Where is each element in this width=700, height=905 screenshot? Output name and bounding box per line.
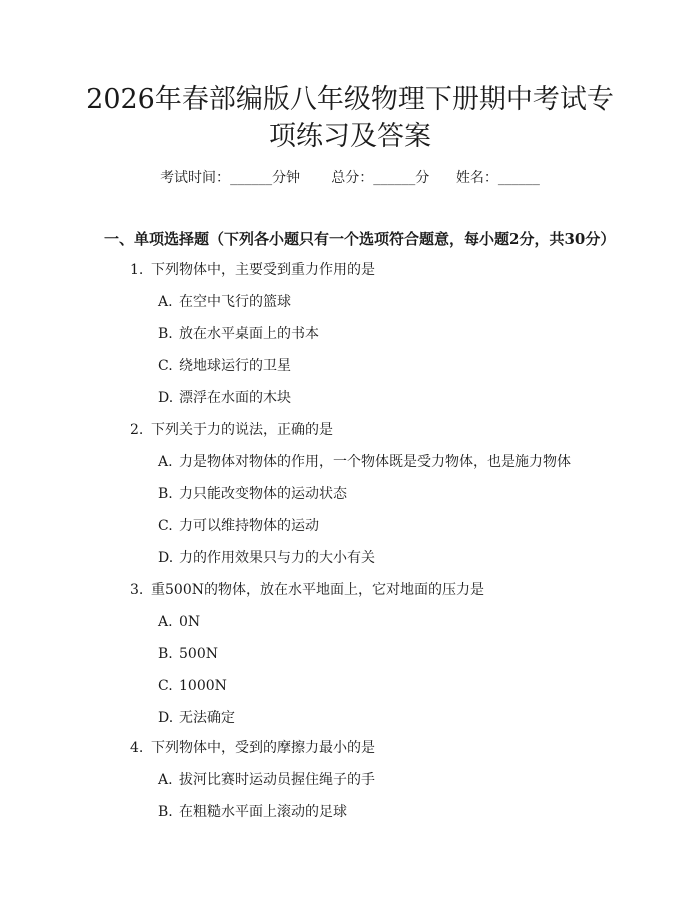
question-2-option-c bbox=[158, 516, 319, 536]
option-text: 500N bbox=[179, 646, 218, 662]
document-title-line-2: 项练习及答案 bbox=[269, 121, 431, 152]
question-number: 4. bbox=[130, 740, 144, 756]
question-1-option-d bbox=[158, 388, 291, 408]
option-text: 力可以维持物体的运动 bbox=[179, 518, 319, 534]
option-text: 力是物体对物体的作用，一个物体既是受力物体，也是施力物体 bbox=[179, 454, 571, 470]
option-letter: C. bbox=[158, 678, 173, 694]
option-letter: A. bbox=[158, 772, 173, 788]
question-text: 下列物体中，主要受到重力作用的是 bbox=[151, 262, 375, 278]
option-letter: A. bbox=[158, 294, 173, 310]
score-unit: 分 bbox=[415, 170, 430, 186]
question-2-option-b bbox=[158, 484, 347, 504]
option-letter: A. bbox=[158, 454, 173, 470]
question-number: 3. bbox=[130, 582, 144, 598]
option-text: 拔河比赛时运动员握住绳子的手 bbox=[179, 772, 375, 788]
question-1-option-b bbox=[158, 324, 319, 344]
option-text: 1000N bbox=[179, 678, 227, 694]
score-blank: ______ bbox=[373, 170, 416, 186]
question-number: 2. bbox=[130, 422, 144, 438]
option-letter: D. bbox=[158, 710, 174, 726]
question-4-option-b bbox=[158, 802, 347, 822]
question-text: 下列物体中，受到的摩擦力最小的是 bbox=[151, 740, 375, 756]
option-text: 0N bbox=[179, 614, 201, 630]
option-text: 无法确定 bbox=[179, 710, 235, 726]
question-2-option-a bbox=[158, 452, 571, 472]
question-2-option-d bbox=[158, 548, 375, 568]
option-text: 力的作用效果只与力的大小有关 bbox=[179, 550, 375, 566]
time-blank: ______ bbox=[230, 170, 273, 186]
option-text: 漂浮在水面的木块 bbox=[179, 390, 291, 406]
question-1-option-a bbox=[158, 292, 291, 312]
option-letter: C. bbox=[158, 518, 173, 534]
question-3-option-b bbox=[158, 644, 218, 664]
document-title-line-1: 2026年春部编版八年级物理下册期中考试专 bbox=[86, 84, 614, 115]
exam-info-line bbox=[0, 168, 700, 188]
option-letter: B. bbox=[158, 326, 173, 342]
question-3-stem bbox=[130, 580, 484, 600]
option-text: 在空中飞行的篮球 bbox=[179, 294, 291, 310]
question-3-option-d bbox=[158, 708, 235, 728]
option-letter: B. bbox=[158, 804, 173, 820]
question-3-option-c bbox=[158, 676, 227, 696]
option-text: 绕地球运行的卫星 bbox=[179, 358, 291, 374]
question-1-stem bbox=[130, 260, 375, 280]
option-letter: B. bbox=[158, 646, 173, 662]
score-label: 总分： bbox=[331, 170, 374, 186]
time-label: 考试时间： bbox=[160, 170, 231, 186]
question-text: 下列关于力的说法，正确的是 bbox=[151, 422, 333, 438]
option-letter: D. bbox=[158, 550, 174, 566]
option-letter: A. bbox=[158, 614, 173, 630]
name-blank: ______ bbox=[497, 170, 540, 186]
name-label: 姓名： bbox=[455, 170, 498, 186]
question-1-option-c bbox=[158, 356, 291, 376]
option-text: 放在水平桌面上的书本 bbox=[179, 326, 319, 342]
option-letter: D. bbox=[158, 390, 174, 406]
question-number: 1. bbox=[130, 262, 144, 278]
question-3-option-a bbox=[158, 612, 200, 632]
option-letter: C. bbox=[158, 358, 173, 374]
option-letter: B. bbox=[158, 486, 173, 502]
option-text: 力只能改变物体的运动状态 bbox=[179, 486, 347, 502]
question-text: 重500N的物体，放在水平地面上，它对地面的压力是 bbox=[151, 582, 484, 598]
question-4-option-a bbox=[158, 770, 375, 790]
question-4-stem bbox=[130, 738, 375, 758]
question-2-stem bbox=[130, 420, 333, 440]
option-text: 在粗糙水平面上滚动的足球 bbox=[179, 804, 347, 820]
time-unit: 分钟 bbox=[272, 170, 301, 186]
section-1-heading: 一、单项选择题（下列各小题只有一个选项符合题意，每小题2分，共30分） bbox=[104, 230, 616, 248]
